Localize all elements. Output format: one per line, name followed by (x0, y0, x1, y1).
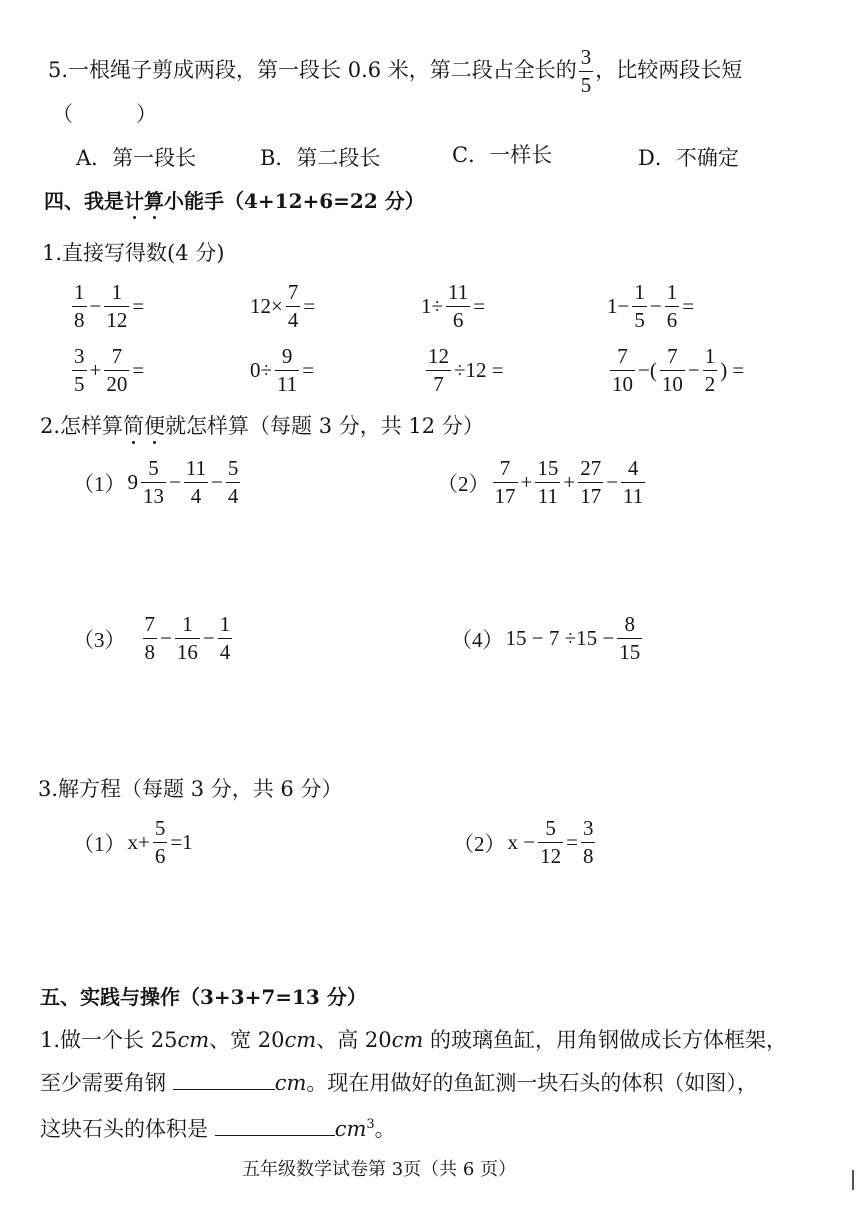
expression: =1 (170, 830, 193, 854)
page-footer: 五年级数学试卷第 3页（共 6 页） (242, 1159, 517, 1180)
frac-den: 4 (190, 484, 202, 508)
frac-den: 17 (494, 484, 516, 508)
equation-q1 (72, 818, 194, 867)
frac-num: 8 (617, 614, 642, 639)
question-label: （1） (73, 471, 126, 496)
question-label: （4） (451, 627, 504, 652)
q5-option-d: D．不确定 (638, 146, 739, 170)
operator: + (89, 358, 102, 382)
calc-2-3 (424, 346, 505, 395)
emphasis-char: 计 (124, 189, 144, 213)
text: 1.做一个长 25 (40, 1028, 178, 1052)
frac-den: 6 (666, 308, 678, 332)
answer-blank-2[interactable] (215, 1117, 335, 1136)
expression: x+ (127, 830, 150, 854)
part2-title (40, 411, 484, 441)
frac-den: 6 (452, 308, 464, 332)
frac-num: 11 (184, 458, 208, 483)
equals: = (132, 294, 145, 318)
frac-num: 5 (141, 458, 166, 483)
sec4-title-post: 小能手（4+12+6=22 分） (164, 189, 425, 213)
frac-num: 27 (578, 458, 603, 483)
part3-title: 3.解方程（每题 3 分，共 6 分） (38, 777, 343, 801)
text: 。 (374, 1117, 396, 1141)
frac-den: 8 (74, 308, 85, 332)
frac-num: 4 (621, 458, 645, 483)
frac-num: 12 (426, 346, 451, 371)
frac-den: 11 (537, 484, 558, 508)
unit: cm (284, 1028, 317, 1052)
operator: + (520, 470, 533, 494)
equation-q2 (452, 818, 597, 867)
frac-den: 7 (433, 372, 444, 396)
operator: −( (638, 358, 657, 382)
equals: = (132, 358, 145, 382)
frac-den: 8 (582, 844, 594, 868)
calc-2-2 (249, 346, 315, 395)
prefix: 1÷ (421, 294, 444, 318)
q5-option-a: A．第一段长 (76, 146, 197, 170)
part1-title: 1.直接写得数(4 分) (42, 241, 225, 265)
frac-den: 11 (623, 484, 644, 508)
frac-den: 16 (176, 640, 198, 664)
operator: − (211, 470, 223, 494)
frac-den: 13 (143, 484, 164, 508)
text: 。现在用做好的鱼缸测一块石头的体积（如图）， (306, 1071, 758, 1095)
operator: + (563, 470, 576, 494)
text: 、宽 20 (209, 1028, 285, 1052)
unit: cm (177, 1028, 210, 1052)
simplify-q3 (72, 614, 234, 663)
frac-num: 11 (446, 282, 470, 307)
equals: = (682, 294, 695, 318)
frac-den: 10 (661, 372, 683, 396)
frac-num: 7 (286, 282, 301, 307)
operator: − (687, 358, 700, 382)
q5-fraction (579, 47, 594, 96)
frac-num: 1 (703, 346, 718, 371)
text: 至少需要角钢 (40, 1071, 173, 1095)
q5-answer-paren: （ ） (52, 102, 157, 126)
frac-den: 5 (580, 73, 592, 97)
equals: ) = (720, 358, 745, 382)
operator: − (202, 626, 215, 650)
sec5-line1 (40, 1025, 787, 1055)
frac-num: 5 (538, 818, 563, 843)
frac-den: 4 (227, 484, 239, 508)
p2-title-post: 就怎样算（每题 3 分，共 12 分） (165, 414, 484, 438)
question-label: （2） (437, 471, 490, 496)
question-label: （1） (73, 831, 126, 856)
q5-option-b: B．第二段长 (260, 146, 381, 170)
frac-den: 10 (612, 372, 633, 396)
superscript: 3 (366, 1117, 375, 1132)
sec5-line3 (40, 1110, 396, 1144)
frac-num: 1 (104, 282, 129, 307)
scan-mark (852, 1170, 854, 1190)
prefix: 12× (250, 294, 283, 318)
equals: = (302, 358, 315, 382)
frac-num: 7 (610, 346, 635, 371)
calc-2-1 (70, 346, 145, 395)
expression: x − (507, 830, 536, 854)
unit: cm (274, 1071, 307, 1095)
frac-num: 3 (581, 818, 596, 843)
whole-number: 9 (127, 470, 138, 494)
frac-num: 7 (493, 458, 518, 483)
frac-num: 1 (632, 282, 647, 307)
section-4-title (44, 186, 425, 216)
operator: − (606, 470, 619, 494)
equals: = (473, 294, 486, 318)
frac-num: 5 (153, 818, 168, 843)
simplify-q1 (72, 458, 242, 507)
text: 、高 20 (316, 1028, 392, 1052)
frac-num: 7 (660, 346, 685, 371)
frac-den: 12 (106, 308, 128, 332)
frac-den: 15 (619, 640, 641, 664)
calc-1-4 (606, 282, 695, 331)
frac-den: 8 (144, 640, 155, 664)
frac-den: 2 (704, 372, 716, 396)
question-label: （2） (453, 831, 506, 856)
simplify-q2 (436, 458, 647, 507)
text: 的玻璃鱼缸，用角钢做成长方体框架， (423, 1028, 787, 1052)
frac-num: 1 (665, 282, 680, 307)
suffix: ÷12 = (454, 358, 504, 382)
calc-2-4 (608, 346, 745, 395)
simplify-q4 (450, 614, 644, 663)
frac-den: 6 (154, 844, 166, 868)
frac-num: 3 (579, 47, 594, 72)
operator: − (169, 470, 181, 494)
frac-num: 3 (72, 346, 87, 371)
equals: = (303, 294, 316, 318)
unit: cm (391, 1028, 424, 1052)
unit: cm (334, 1117, 367, 1141)
frac-num: 15 (535, 458, 560, 483)
calc-1-1 (70, 282, 145, 331)
sec5-line2 (40, 1068, 758, 1098)
emphasis-char: 算 (144, 189, 164, 213)
frac-num: 7 (104, 346, 129, 371)
frac-den: 4 (219, 640, 231, 664)
p2-title-pre: 2.怎样算 (40, 414, 124, 438)
expression: 15 − 7 ÷15 − (505, 626, 615, 650)
operator: − (649, 294, 662, 318)
frac-den: 12 (540, 844, 562, 868)
frac-num: 1 (72, 282, 87, 307)
frac-den: 20 (106, 372, 128, 396)
frac-den: 5 (74, 372, 85, 396)
frac-num: 5 (226, 458, 241, 483)
emphasis-char: 简 (123, 414, 145, 438)
operator: − (160, 626, 172, 650)
frac-num: 9 (275, 346, 299, 371)
frac-den: 5 (634, 308, 645, 332)
calc-1-2 (249, 282, 316, 331)
section-5-title: 五、实践与操作（3+3+7=13 分） (40, 985, 367, 1009)
answer-blank-1[interactable] (173, 1071, 275, 1090)
q5-stem (48, 47, 742, 96)
sec4-title-pre: 四、我是 (44, 189, 124, 213)
calc-1-3 (420, 282, 486, 331)
q5-text-after: ，比较两段长短 (595, 58, 743, 82)
frac-num: 1 (175, 614, 200, 639)
question-label: （3） (73, 627, 126, 652)
frac-num: 1 (218, 614, 233, 639)
q5-text: 5.一根绳子剪成两段，第一段长 0.6 米，第二段占全长的 (48, 58, 577, 82)
q5-option-c: C．一样长 (452, 143, 553, 167)
frac-den: 17 (580, 484, 602, 508)
frac-den: 11 (277, 372, 298, 396)
text: 这块石头的体积是 (40, 1117, 215, 1141)
prefix: 1− (607, 294, 630, 318)
frac-den: 4 (287, 308, 299, 332)
equals: = (566, 830, 578, 854)
operator: − (89, 294, 102, 318)
emphasis-char: 便 (144, 414, 166, 438)
frac-num: 7 (143, 614, 158, 639)
prefix: 0÷ (250, 358, 273, 382)
